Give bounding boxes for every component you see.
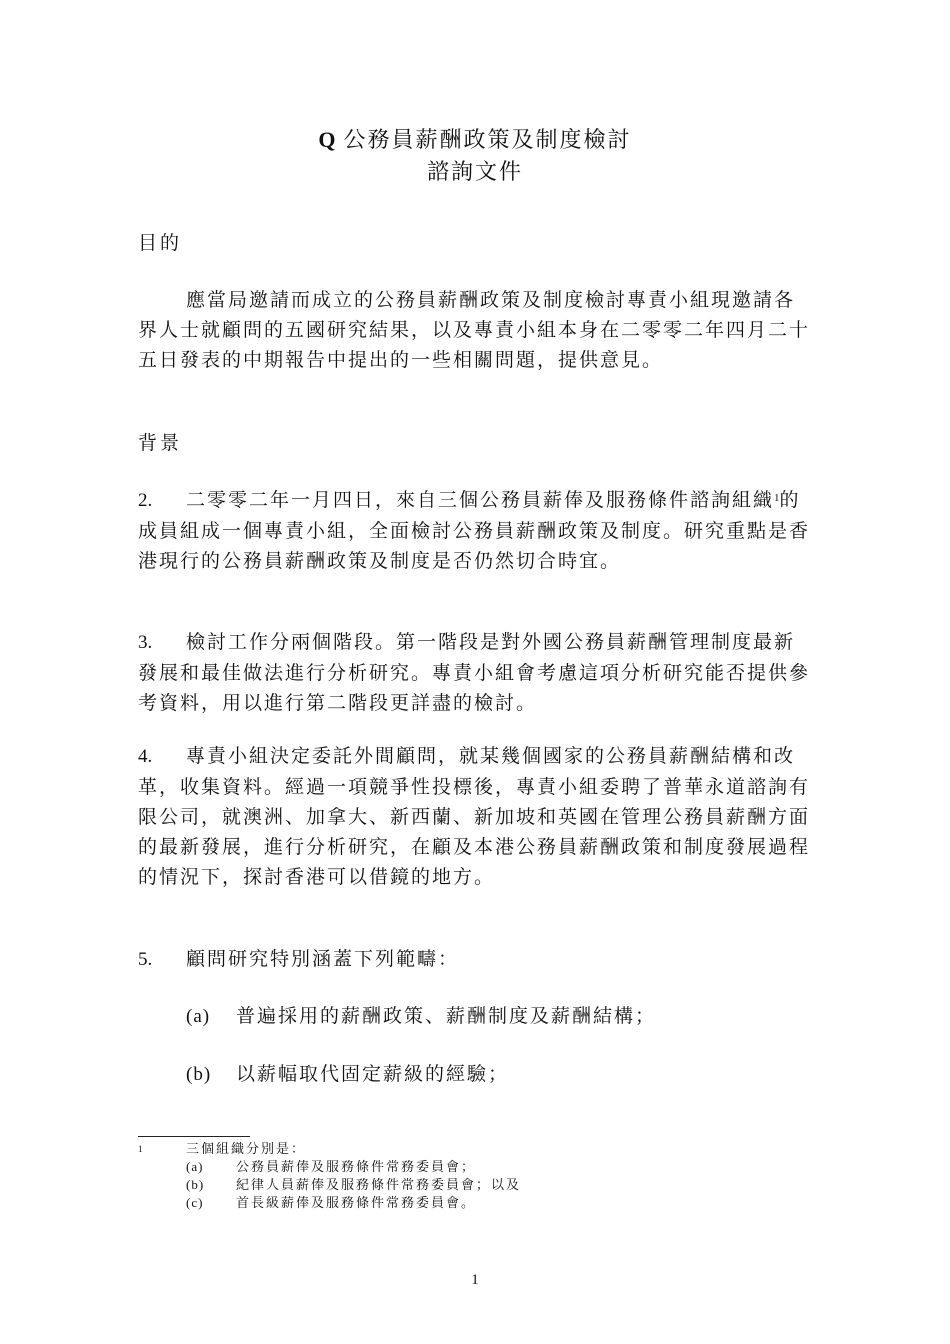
footnote-intro-line <box>138 1141 521 1158</box>
list-item-a <box>186 1001 656 1032</box>
footnote-divider <box>138 1136 250 1137</box>
footnote-item <box>138 1176 521 1194</box>
paragraph-number: 4. <box>138 746 153 767</box>
footnote-item-label: (a) <box>186 1159 204 1174</box>
background-heading: 背景 <box>138 432 183 454</box>
title-main: 公務員薪酬政策及制度檢討 <box>343 128 632 153</box>
footnote-item-text: 公務員薪俸及服務條件常務委員會； <box>236 1160 477 1175</box>
footnote-item-label: (c) <box>186 1195 204 1210</box>
paragraph-text: 專責小組決定委託外間顧問，就某幾個國家的公務員薪酬結構和改革，收集資料。經過一項競爭性投標後，專責小組委聘了普華永道諮詢有限公司，就澳洲、加拿大、新西蘭、新加坡和英國在管理公務員薪酬方面的最新發展，進行分析研究，在顧及本港公務員薪酬政策和制度發展過程的情況下，探討香港可以借鏡的地方。 <box>138 745 811 888</box>
list-item-text: 以薪幅取代固定薪級的經驗； <box>236 1063 510 1085</box>
paragraph-text: 檢討工作分兩個階段。第一階段是對外國公務員薪酬管理制度最新發展和最佳做法進行分析研究。專責小組會考慮這項分析研究能否提供參考資料，用以進行第二階段更詳盡的檢討。 <box>138 631 811 714</box>
list-item-label: (a) <box>186 1006 211 1027</box>
paragraph-text: 二零零二年一月四日，來自三個公務員薪俸及服務條件諮詢組織 <box>186 489 775 511</box>
list-item-b <box>186 1059 509 1090</box>
footnote-item-text: 首長級薪俸及服務條件常務委員會。 <box>236 1196 477 1211</box>
page-number: 1 <box>471 1272 479 1288</box>
footnote-mark: 1 <box>138 1144 145 1154</box>
footnote-intro: 三個組織分別是： <box>186 1142 307 1157</box>
document-title <box>0 124 950 189</box>
list-item-text: 普遍採用的薪酬政策、薪酬制度及薪酬結構； <box>236 1005 657 1027</box>
footnote-item <box>138 1158 521 1176</box>
paragraph-text: 顧問研究特別涵蓋下列範疇： <box>186 948 460 970</box>
paragraph-number: 5. <box>138 949 153 970</box>
list-item-label: (b) <box>186 1064 212 1085</box>
title-line-2: 諮詢文件 <box>426 160 523 185</box>
title-line-1 <box>0 124 950 157</box>
footnote-item-label: (b) <box>186 1177 205 1192</box>
paragraph-3 <box>138 627 814 718</box>
paragraph-5 <box>138 944 814 975</box>
footnote-reference[interactable]: 1 <box>774 492 780 504</box>
paragraph-4 <box>138 741 814 892</box>
purpose-text: 應當局邀請而成立的公務員薪酬政策及制度檢討專責小組現邀請各界人士就顧問的五國研究結果，以及專責小組本身在二零零二年四月二十五日發表的中期報告中提出的一些相關問題，提供意見。 <box>138 289 811 371</box>
footnote-item <box>138 1194 521 1212</box>
footnote <box>138 1141 521 1212</box>
purpose-heading: 目的 <box>138 232 183 254</box>
paragraph-text-continued: 的成員組成一個專責小組，全面檢討公務員薪酬政策及制度。研究重點是香港現行的公務員薪酬政策及制度是否仍然切合時宜。 <box>138 489 811 572</box>
footnote-item-text: 紀律人員薪俸及服務條件常務委員會；以及 <box>236 1178 522 1193</box>
purpose-paragraph <box>138 285 814 375</box>
title-prefix: Q <box>318 127 338 152</box>
paragraph-2 <box>138 485 814 576</box>
paragraph-number: 2. <box>138 490 153 511</box>
paragraph-number: 3. <box>138 632 153 653</box>
